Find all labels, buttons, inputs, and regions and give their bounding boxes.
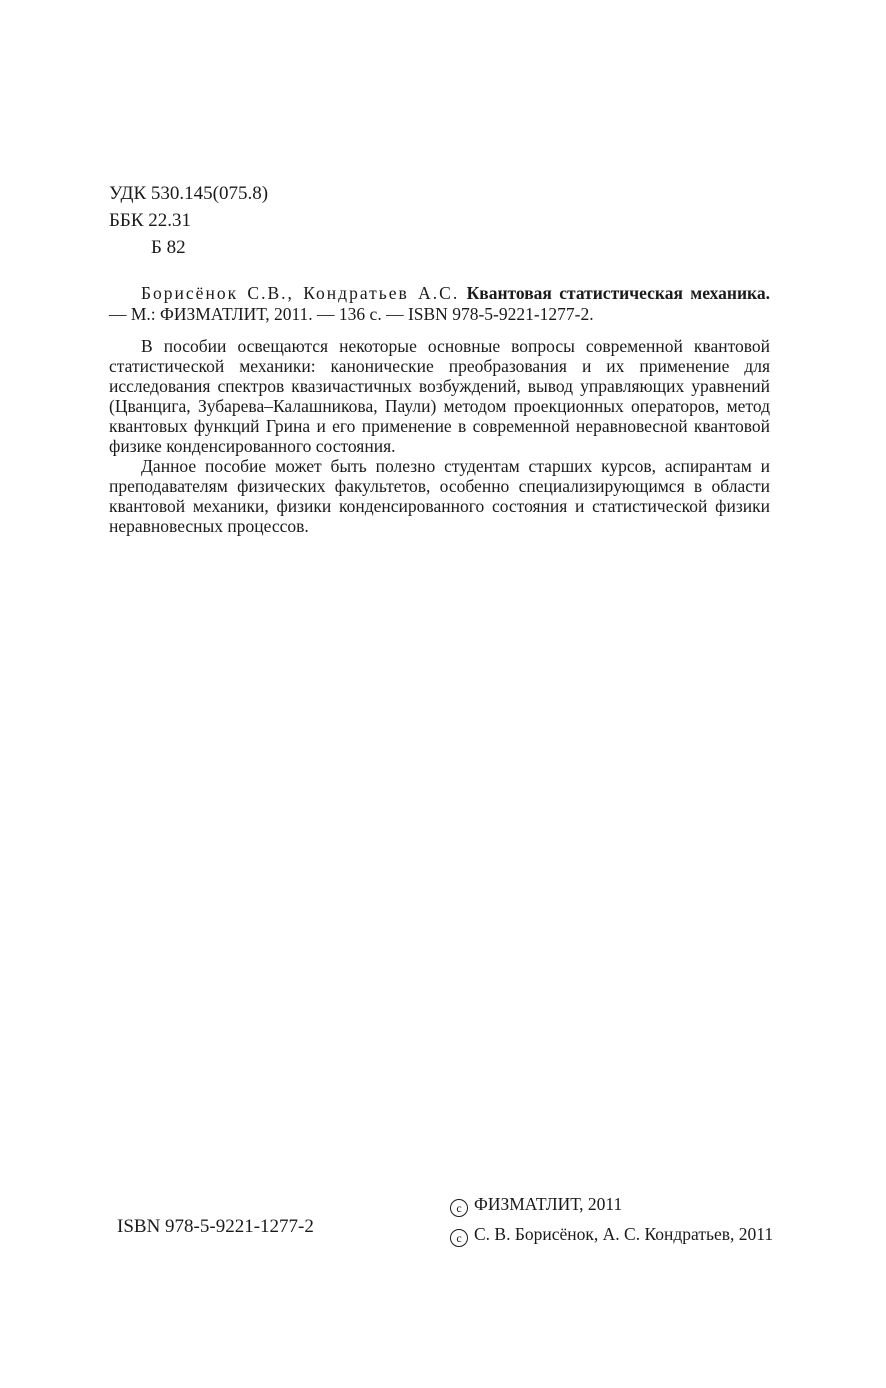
bibliographic-entry [109,283,770,325]
abstract-paragraph: В пособии освещаются некоторые основные вопросы современной квантовой статистической механики: канонические преобразования и их применение для исследования спектров квазичастичных возбуждений, вывод управляющих уравнений (Цванцига, Зубарева–Калашникова, Паули) методом проекционных операторов, метод квантовых функций Грина и его применение в современной неравновесной квантовой физике конденсированного состояния. [109,336,770,456]
copyright-publisher: ФИЗМАТЛИТ, 2011 [474,1194,623,1214]
book-authors: Борисёнок С.В., Кондратьев А.С. [141,283,460,303]
copyright-line-publisher [450,1189,773,1219]
copyright-icon: c [450,1229,468,1247]
author-mark: Б 82 [151,237,186,258]
abstract-paragraph: Данное пособие может быть полезно студентам старших курсов, аспирантам и преподавателям физических факультетов, особенно специализирующимся в области квантовой механики, физики конденсированного состояния и статистической физики неравновесных процессов. [109,456,770,536]
copyright-block [450,1189,773,1249]
book-title: Квантовая статистическая механика. [466,283,770,303]
copyright-authors: С. В. Борисёнок, А. С. Кондратьев, 2011 [474,1224,774,1244]
copyright-line-authors [450,1219,773,1249]
book-imprint: — М.: ФИЗМАТЛИТ, 2011. — 136 с. — ISBN 978-5-9221-1277-2. [109,304,594,324]
bbk-code: ББК 22.31 [109,210,191,231]
abstract [109,336,770,536]
udk-code: УДК 530.145(075.8) [109,183,269,204]
isbn-number: ISBN 978-5-9221-1277-2 [117,1216,314,1237]
copyright-icon: c [450,1199,468,1217]
classification-block [109,180,268,261]
